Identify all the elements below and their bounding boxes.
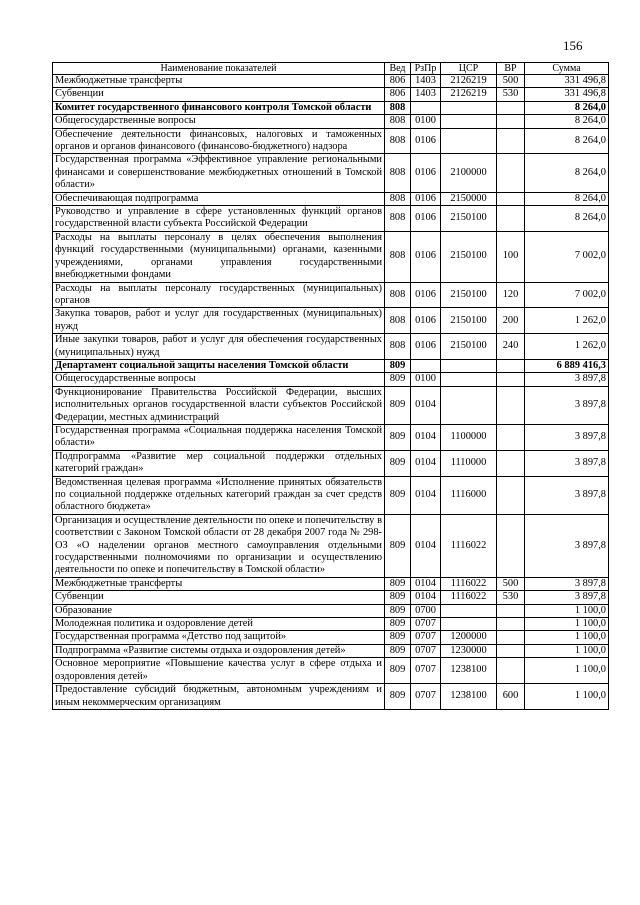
row-ved: 808 — [385, 115, 411, 128]
row-rzpr: 1403 — [411, 88, 441, 101]
table-row — [53, 308, 609, 334]
table-row — [53, 618, 609, 631]
row-csr: 1100000 — [441, 424, 497, 450]
row-rzpr: 0100 — [411, 115, 441, 128]
row-rzpr: 0707 — [411, 631, 441, 644]
row-name: Общегосударственные вопросы — [53, 115, 385, 128]
row-rzpr: 0106 — [411, 192, 441, 205]
row-csr: 1230000 — [441, 644, 497, 657]
row-sum: 8 264,0 — [525, 206, 609, 232]
row-name: Закупка товаров, работ и услуг для государственных (муниципальных) нужд — [53, 308, 385, 334]
row-vr — [497, 450, 525, 476]
row-sum: 1 262,0 — [525, 334, 609, 360]
row-ved: 808 — [385, 154, 411, 192]
row-sum: 3 897,8 — [525, 476, 609, 514]
row-sum: 1 100,0 — [525, 658, 609, 684]
row-csr: 1116022 — [441, 577, 497, 590]
row-sum: 1 100,0 — [525, 618, 609, 631]
row-sum: 8 264,0 — [525, 192, 609, 205]
row-name: Субвенции — [53, 591, 385, 604]
row-rzpr: 0106 — [411, 308, 441, 334]
header-rzpr: РзПр — [411, 63, 441, 75]
row-vr: 500 — [497, 75, 525, 88]
row-sum: 8 264,0 — [525, 128, 609, 154]
row-vr: 500 — [497, 577, 525, 590]
row-sum: 1 100,0 — [525, 644, 609, 657]
row-ved: 809 — [385, 359, 411, 372]
row-rzpr: 0700 — [411, 604, 441, 617]
row-sum: 331 496,8 — [525, 75, 609, 88]
table-row — [53, 128, 609, 154]
row-ved: 808 — [385, 128, 411, 154]
row-ved: 809 — [385, 631, 411, 644]
row-ved: 808 — [385, 101, 411, 114]
page-number: 156 — [563, 38, 583, 53]
row-name: Межбюджетные трансферты — [53, 577, 385, 590]
row-ved: 806 — [385, 75, 411, 88]
row-ved: 809 — [385, 684, 411, 710]
row-name: Государственная программа «Эффективное управление региональными финансами и совершенствование межбюджетных отношений в Томской области» — [53, 154, 385, 192]
row-csr: 1116022 — [441, 514, 497, 577]
row-vr — [497, 618, 525, 631]
table-row — [53, 476, 609, 514]
row-vr: 530 — [497, 591, 525, 604]
row-ved: 809 — [385, 424, 411, 450]
row-sum: 3 897,8 — [525, 424, 609, 450]
row-ved: 809 — [385, 386, 411, 424]
row-vr — [497, 373, 525, 386]
row-vr — [497, 128, 525, 154]
row-csr — [441, 101, 497, 114]
table-row — [53, 604, 609, 617]
row-sum: 3 897,8 — [525, 386, 609, 424]
table-row — [53, 282, 609, 308]
budget-table — [52, 62, 609, 710]
row-csr: 2126219 — [441, 88, 497, 101]
row-rzpr: 1403 — [411, 75, 441, 88]
row-vr: 100 — [497, 231, 525, 282]
row-vr: 600 — [497, 684, 525, 710]
table-row — [53, 386, 609, 424]
table-row — [53, 115, 609, 128]
row-csr — [441, 115, 497, 128]
row-sum: 3 897,8 — [525, 373, 609, 386]
row-rzpr: 0707 — [411, 644, 441, 657]
row-name: Молодежная политика и оздоровление детей — [53, 618, 385, 631]
row-ved: 809 — [385, 476, 411, 514]
row-ved: 809 — [385, 644, 411, 657]
row-vr — [497, 631, 525, 644]
row-name: Образование — [53, 604, 385, 617]
row-name: Обеспечение деятельности финансовых, налоговых и таможенных органов и органов финансового (финансово-бюджетного) надзора — [53, 128, 385, 154]
row-csr: 1110000 — [441, 450, 497, 476]
row-rzpr: 0104 — [411, 577, 441, 590]
row-sum: 3 897,8 — [525, 450, 609, 476]
row-name: Общегосударственные вопросы — [53, 373, 385, 386]
row-vr — [497, 206, 525, 232]
header-sum: Сумма — [525, 63, 609, 75]
row-csr: 1200000 — [441, 631, 497, 644]
row-name: Руководство и управление в сфере установленных функций органов государственной власти субъекта Российской Федерации — [53, 206, 385, 232]
row-csr: 2150000 — [441, 192, 497, 205]
table-row — [53, 577, 609, 590]
table-row — [53, 450, 609, 476]
row-vr: 240 — [497, 334, 525, 360]
row-sum: 8 264,0 — [525, 154, 609, 192]
row-vr — [497, 658, 525, 684]
row-ved: 809 — [385, 450, 411, 476]
header-name: Наименование показателей — [53, 63, 385, 75]
row-name: Основное мероприятие «Повышение качества услуг в сфере отдыха и оздоровления детей» — [53, 658, 385, 684]
row-ved: 808 — [385, 231, 411, 282]
row-ved: 808 — [385, 334, 411, 360]
row-vr: 530 — [497, 88, 525, 101]
table-row — [53, 631, 609, 644]
row-vr — [497, 514, 525, 577]
table-row — [53, 192, 609, 205]
row-vr — [497, 115, 525, 128]
table-row — [53, 231, 609, 282]
row-csr — [441, 373, 497, 386]
row-vr: 200 — [497, 308, 525, 334]
row-name: Государственная программа «Социальная поддержка населения Томской области» — [53, 424, 385, 450]
row-name: Межбюджетные трансферты — [53, 75, 385, 88]
row-name: Государственная программа «Детство под защитой» — [53, 631, 385, 644]
table-row — [53, 334, 609, 360]
row-rzpr: 0106 — [411, 206, 441, 232]
table-row — [53, 514, 609, 577]
row-name: Иные закупки товаров, работ и услуг для обеспечения государственных (муниципальных) нужд — [53, 334, 385, 360]
row-sum: 3 897,8 — [525, 591, 609, 604]
row-name: Субвенции — [53, 88, 385, 101]
row-rzpr: 0104 — [411, 514, 441, 577]
row-rzpr: 0106 — [411, 334, 441, 360]
row-vr — [497, 359, 525, 372]
row-csr: 2150100 — [441, 231, 497, 282]
row-sum: 1 100,0 — [525, 684, 609, 710]
row-sum: 7 002,0 — [525, 282, 609, 308]
row-csr: 1238100 — [441, 658, 497, 684]
row-sum: 8 264,0 — [525, 101, 609, 114]
row-rzpr: 0104 — [411, 386, 441, 424]
row-name: Расходы на выплаты персоналу государственных (муниципальных) органов — [53, 282, 385, 308]
row-csr — [441, 386, 497, 424]
row-name: Департамент социальной защиты населения Томской области — [53, 359, 385, 372]
table-row — [53, 75, 609, 88]
row-name: Обеспечивающая подпрограмма — [53, 192, 385, 205]
table-header-row — [53, 63, 609, 75]
row-vr — [497, 192, 525, 205]
row-rzpr: 0106 — [411, 231, 441, 282]
row-sum: 7 002,0 — [525, 231, 609, 282]
row-csr — [441, 604, 497, 617]
row-ved: 809 — [385, 591, 411, 604]
row-sum: 1 262,0 — [525, 308, 609, 334]
row-sum: 3 897,8 — [525, 577, 609, 590]
row-vr: 120 — [497, 282, 525, 308]
row-name: Организация и осуществление деятельности по опеке и попечительству в соответствии с Законом Томской области от 28 декабря 2007 года № 298-ОЗ «О наделении органов местного самоуправления отдельными государственными полномочиями по организации и осуществлению деятельности по опеке и попечительству в Томской области» — [53, 514, 385, 577]
row-rzpr: 0106 — [411, 282, 441, 308]
row-sum: 331 496,8 — [525, 88, 609, 101]
row-csr: 1116000 — [441, 476, 497, 514]
row-csr — [441, 128, 497, 154]
row-csr: 2150100 — [441, 206, 497, 232]
row-vr — [497, 604, 525, 617]
row-sum: 1 100,0 — [525, 604, 609, 617]
row-rzpr: 0106 — [411, 128, 441, 154]
row-sum: 1 100,0 — [525, 631, 609, 644]
row-vr — [497, 644, 525, 657]
row-csr: 2150100 — [441, 282, 497, 308]
row-rzpr: 0104 — [411, 591, 441, 604]
row-rzpr: 0104 — [411, 450, 441, 476]
row-csr: 2100000 — [441, 154, 497, 192]
table-row — [53, 424, 609, 450]
row-ved: 809 — [385, 604, 411, 617]
row-ved: 809 — [385, 658, 411, 684]
row-name: Расходы на выплаты персоналу в целях обеспечения выполнения функций государственными (муниципальными) органами, казенными учреждениями, органами управления государственными внебюджетными фондами — [53, 231, 385, 282]
row-rzpr: 0100 — [411, 373, 441, 386]
row-name: Функционирование Правительства Российской Федерации, высших исполнительных органов государственной власти субъектов Российской Федерации, местных администраций — [53, 386, 385, 424]
header-vr: ВР — [497, 63, 525, 75]
row-ved: 809 — [385, 618, 411, 631]
row-rzpr: 0104 — [411, 424, 441, 450]
row-ved: 808 — [385, 206, 411, 232]
table-row — [53, 373, 609, 386]
row-rzpr: 0707 — [411, 618, 441, 631]
row-csr — [441, 618, 497, 631]
row-ved: 808 — [385, 192, 411, 205]
row-name: Предоставление субсидий бюджетным, автономным учреждениям и иным некоммерческим организациям — [53, 684, 385, 710]
row-rzpr: 0707 — [411, 658, 441, 684]
row-vr — [497, 386, 525, 424]
row-name: Подпрограмма «Развитие мер социальной поддержки отдельных категорий граждан» — [53, 450, 385, 476]
row-vr — [497, 154, 525, 192]
header-csr: ЦСР — [441, 63, 497, 75]
row-vr — [497, 476, 525, 514]
row-vr — [497, 424, 525, 450]
table-row — [53, 206, 609, 232]
table-row — [53, 101, 609, 114]
table-row — [53, 644, 609, 657]
row-sum: 6 889 416,3 — [525, 359, 609, 372]
row-rzpr — [411, 359, 441, 372]
row-vr — [497, 101, 525, 114]
row-name: Комитет государственного финансового контроля Томской области — [53, 101, 385, 114]
row-csr: 2150100 — [441, 308, 497, 334]
row-name: Ведомственная целевая программа «Исполнение принятых обязательств по социальной поддержке отдельных категорий граждан за счет средств областного бюджета» — [53, 476, 385, 514]
row-csr: 2150100 — [441, 334, 497, 360]
row-ved: 808 — [385, 282, 411, 308]
row-ved: 806 — [385, 88, 411, 101]
row-rzpr: 0106 — [411, 154, 441, 192]
table-row — [53, 658, 609, 684]
row-rzpr: 0104 — [411, 476, 441, 514]
table-row — [53, 88, 609, 101]
row-sum: 3 897,8 — [525, 514, 609, 577]
table-row — [53, 154, 609, 192]
header-ved: Вед — [385, 63, 411, 75]
table-row — [53, 684, 609, 710]
row-ved: 809 — [385, 514, 411, 577]
row-name: Подпрограмма «Развитие системы отдыха и оздоровления детей» — [53, 644, 385, 657]
row-csr — [441, 359, 497, 372]
row-ved: 809 — [385, 373, 411, 386]
table-row — [53, 591, 609, 604]
row-csr: 1116022 — [441, 591, 497, 604]
row-rzpr — [411, 101, 441, 114]
row-csr: 1238100 — [441, 684, 497, 710]
row-ved: 808 — [385, 308, 411, 334]
row-csr: 2126219 — [441, 75, 497, 88]
table-row — [53, 359, 609, 372]
row-sum: 8 264,0 — [525, 115, 609, 128]
row-ved: 809 — [385, 577, 411, 590]
row-rzpr: 0707 — [411, 684, 441, 710]
